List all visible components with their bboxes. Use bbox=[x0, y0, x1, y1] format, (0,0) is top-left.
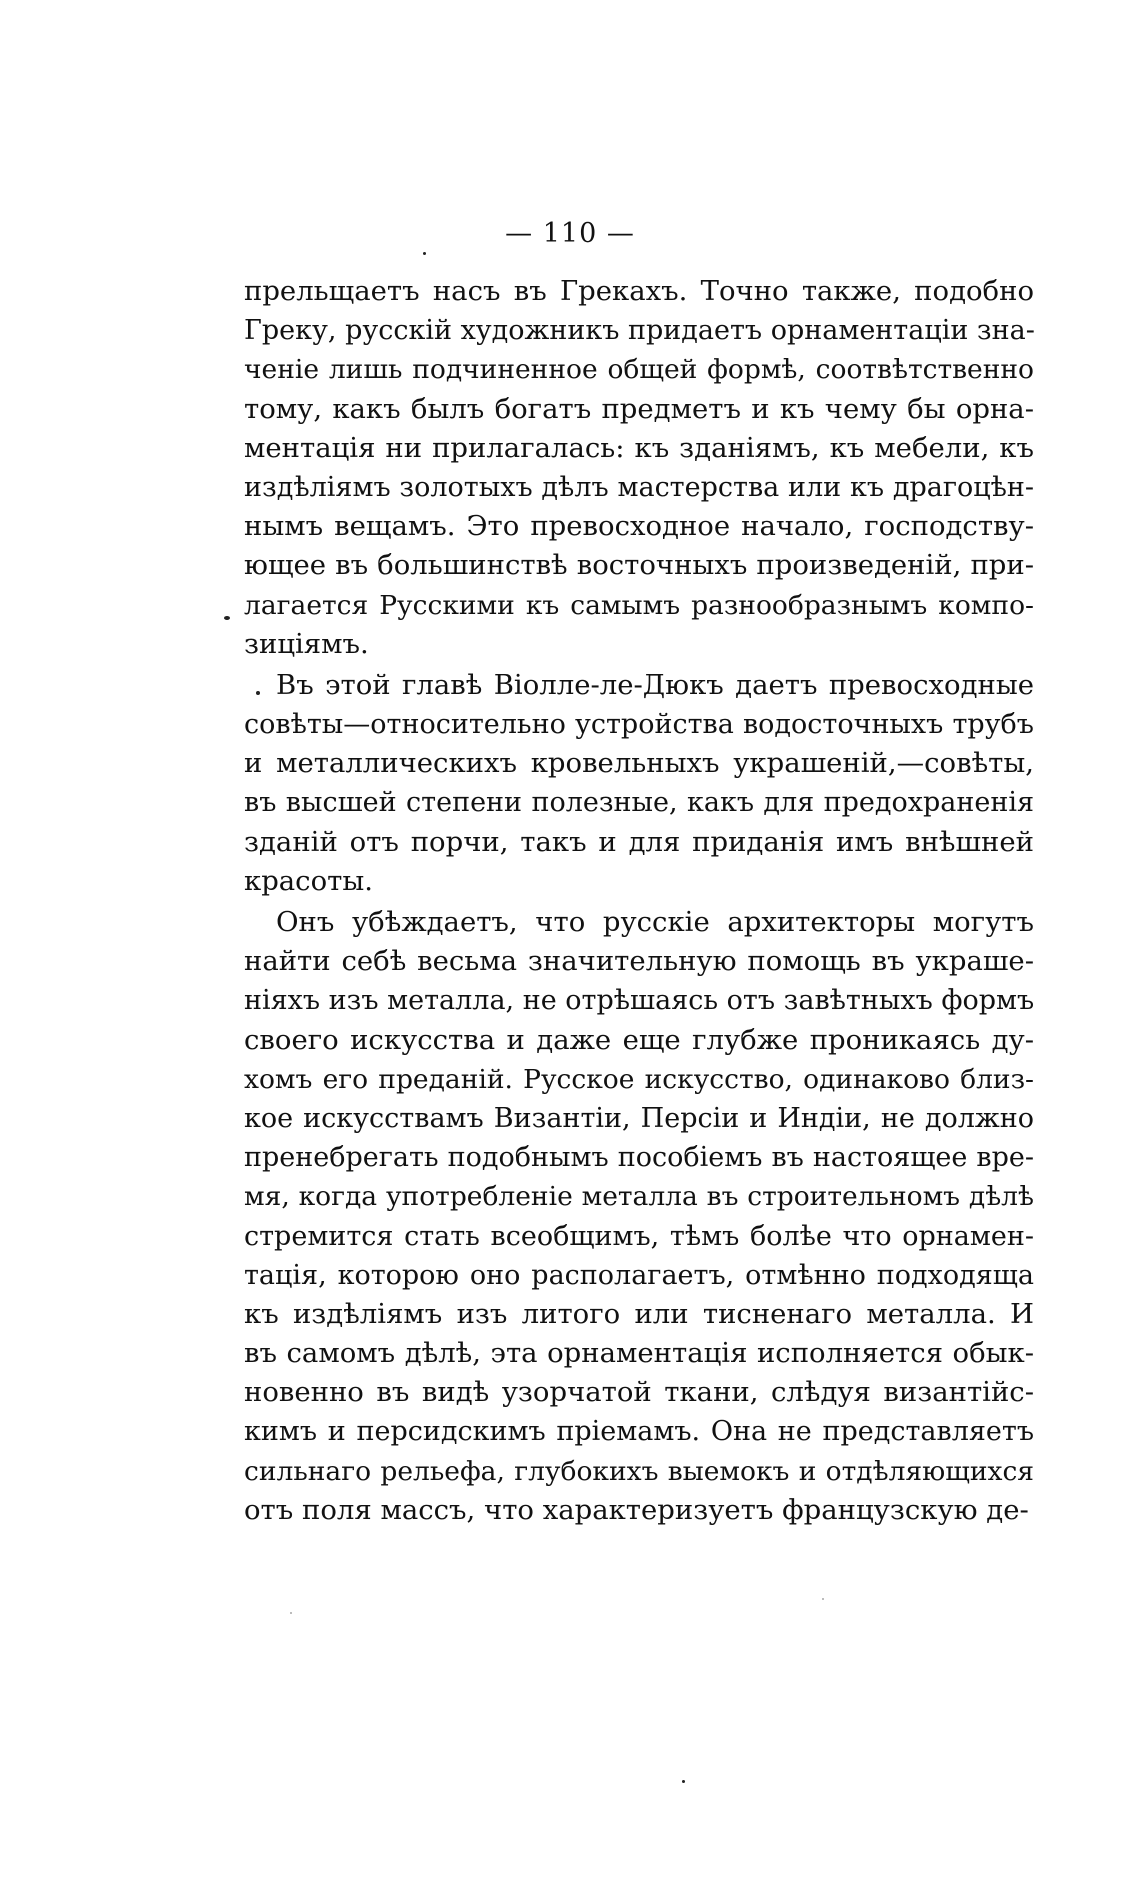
text-line: сильнаго рельефа, глубокихъ выемокъ и отдѣляющихся bbox=[244, 1455, 1034, 1487]
text-line: нымъ вещамъ. Это превосходное начало, господству- bbox=[244, 510, 1034, 543]
page-number: — 110 — bbox=[505, 218, 635, 249]
text-line: Греку, русскій художникъ придаетъ орнаментаціи зна- bbox=[244, 315, 1035, 347]
text-line: лагается Русскими къ самымъ разнообразнымъ компо- bbox=[244, 589, 1034, 621]
scan-speck bbox=[423, 252, 426, 255]
text-line: найти себѣ весьма значительную помощь въ украше- bbox=[244, 945, 1034, 978]
text-line: ющее въ большинствѣ восточныхъ произведеній, при- bbox=[244, 549, 1034, 582]
text-line: въ высшей степени полезные, какъ для предохраненія bbox=[244, 787, 1034, 819]
text-line: кое искусствамъ Византіи, Персіи и Индіи, не должно bbox=[244, 1102, 1034, 1134]
text-line: тація, которою оно располагаетъ, отмѣнно подходяща bbox=[244, 1259, 1034, 1291]
text-line: Онъ убѣждаетъ, что русскіе архитекторы могутъ bbox=[276, 906, 1034, 938]
text-line: издѣліямъ золотыхъ дѣлъ мастерства или къ драгоцѣн- bbox=[244, 471, 1034, 503]
text-line: тому, какъ былъ богатъ предметъ и къ чему бы орна- bbox=[244, 392, 1034, 425]
paragraph bbox=[244, 903, 1034, 1530]
text-line: красоты. bbox=[244, 864, 373, 897]
scan-speck bbox=[224, 616, 230, 620]
text-line: кимъ и персидскимъ пріемамъ. Она не представляетъ bbox=[244, 1416, 1034, 1448]
text-line: ментація ни прилагалась: къ зданіямъ, къ мебели, къ bbox=[244, 431, 1034, 464]
text-line: отъ поля массъ, что характеризуетъ французскую де- bbox=[244, 1493, 1029, 1526]
text-line: ніяхъ изъ металла, не отрѣшаясь отъ завѣтныхъ формъ bbox=[244, 985, 1035, 1017]
scan-speck bbox=[256, 691, 260, 695]
text-line: и металлическихъ кровельныхъ украшеній,—совѣты, bbox=[244, 747, 1034, 780]
text-line: прельщаетъ насъ въ Грекахъ. Точно также, подобно bbox=[244, 275, 1034, 307]
text-line: зиціямъ. bbox=[244, 627, 369, 660]
text-line: зданій отъ порчи, такъ и для приданія имъ внѣшней bbox=[244, 825, 1034, 858]
text-line: стремится стать всеобщимъ, тѣмъ болѣе что орнамен- bbox=[244, 1220, 1034, 1252]
text-line: новенно въ видѣ узорчатой ткани, слѣдуя византійс- bbox=[244, 1376, 1034, 1409]
text-line: пренебрегать подобнымъ пособіемъ въ настоящее вре- bbox=[244, 1142, 1034, 1174]
text-line: къ издѣліямъ изъ литого или тисненаго металла. И bbox=[244, 1297, 1034, 1330]
scan-speck bbox=[822, 1598, 824, 1600]
paragraph bbox=[244, 272, 1034, 664]
text-line: мя, когда употребленіе металла въ строительномъ дѣлѣ bbox=[244, 1181, 1034, 1213]
text-line: своего искусства и даже еще глубже проникаясь ду- bbox=[244, 1023, 1034, 1056]
body-text bbox=[244, 272, 1034, 1530]
text-line: ченіе лишь подчиненное общей формѣ, соотвѣтственно bbox=[244, 354, 1034, 386]
scan-speck bbox=[682, 1780, 685, 1783]
text-line: совѣты—относительно устройства водосточныхъ трубъ bbox=[244, 709, 1034, 741]
text-line: хомъ его преданій. Русское искусство, одинаково близ- bbox=[244, 1063, 1034, 1095]
text-line: въ самомъ дѣлѣ, эта орнаментація исполняется обык- bbox=[244, 1337, 1034, 1370]
paragraph bbox=[244, 666, 1034, 901]
text-line: Въ этой главѣ Віолле-ле-Дюкъ даетъ превосходные bbox=[276, 668, 1034, 701]
scan-speck bbox=[290, 1612, 292, 1614]
